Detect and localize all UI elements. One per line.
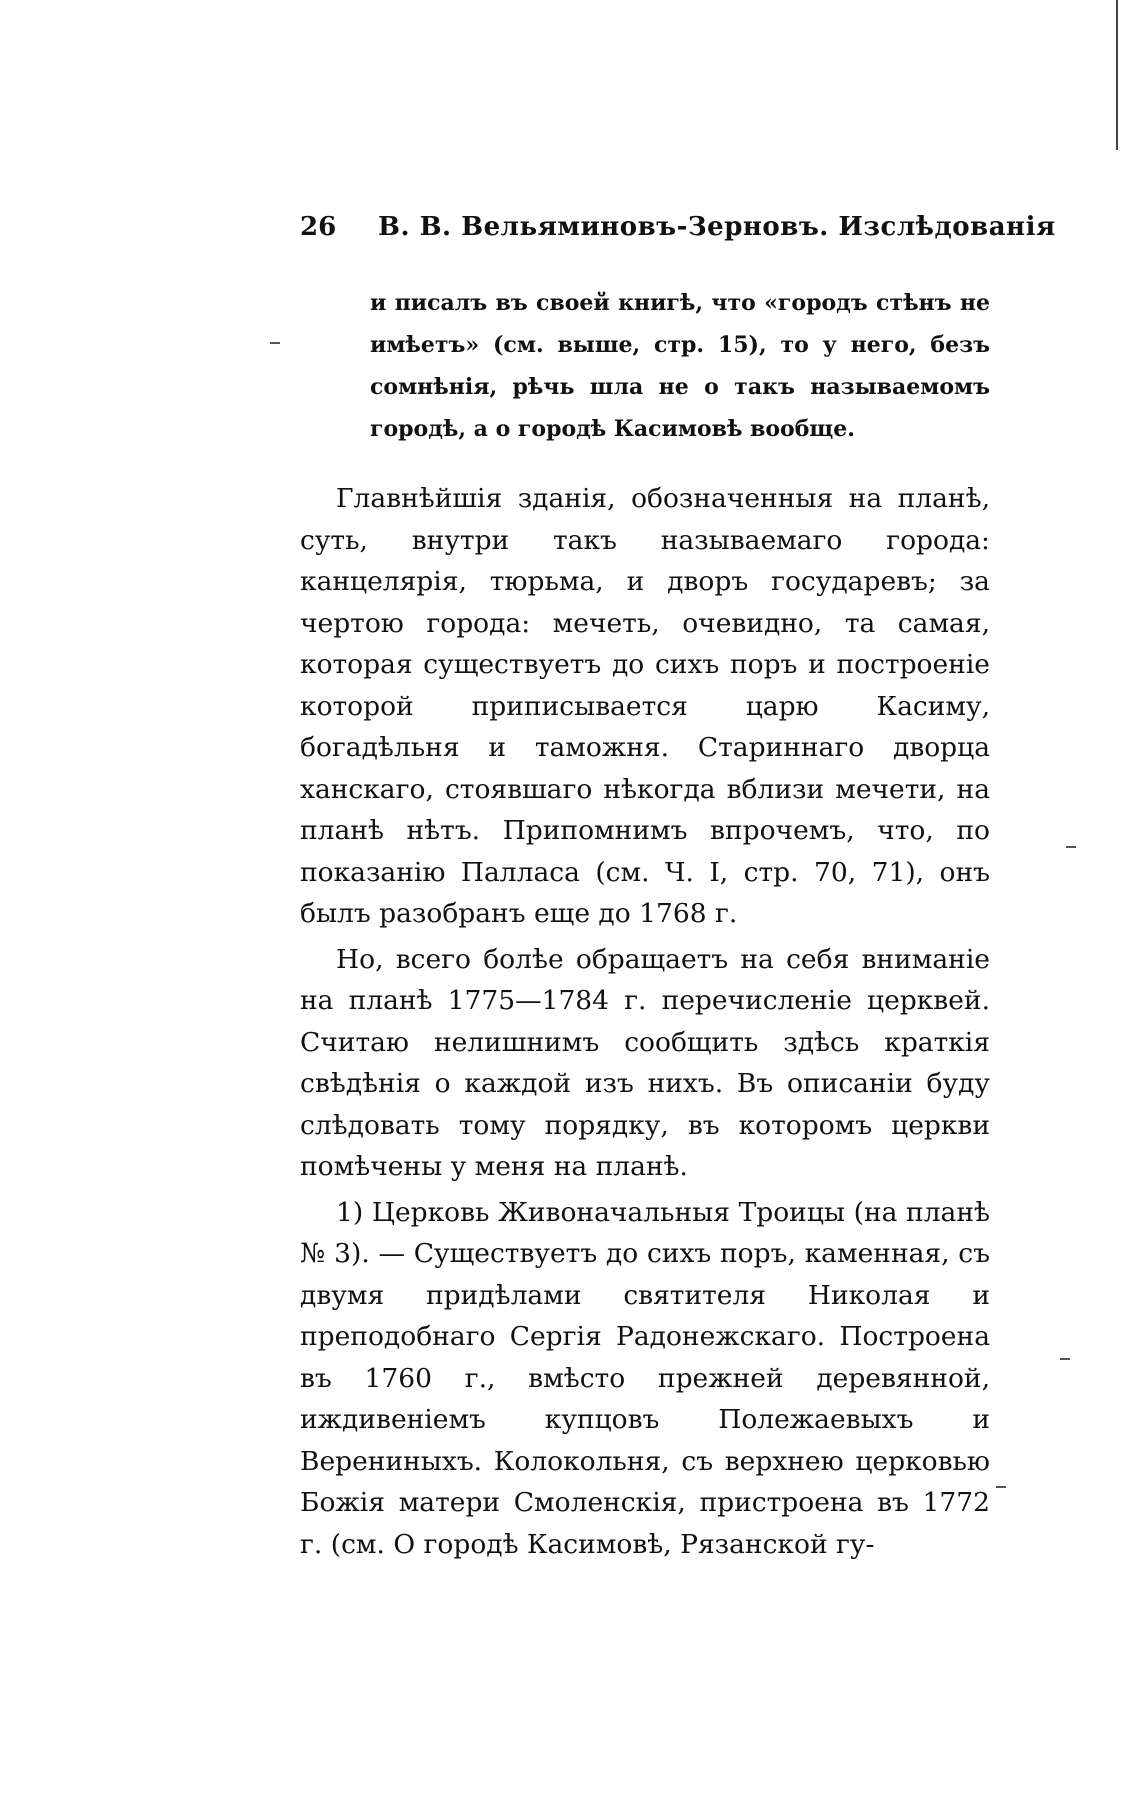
page-number: 26 <box>300 212 337 242</box>
main-text <box>300 478 990 1565</box>
page-header <box>300 212 1056 252</box>
quoted-footnote-block: и писалъ въ своей книгѣ, что «городъ стѣнъ не имѣетъ» (см. выше, стр. 15), то у него, безъ сомнѣнія, рѣчь шла не о такъ называемомъ городѣ, а о городѣ Касимовѣ вообще. <box>370 290 990 442</box>
paragraph-trinity-church: 1) Церковь Живоначальныя Троицы (на планѣ № 3). — Существуетъ до сихъ поръ, каменная, съ двумя придѣлами святителя Николая и преподобнаго Сергія Радонежскаго. Построена въ 1760 г., вмѣсто прежней деревянной, иждивеніемъ купцовъ Полежаевыхъ и Верениныхъ. Колокольня, съ верхнею церковью Божія матери Смоленскія, пристроена въ 1772 г. (см. О городѣ Касимовѣ, Рязанской гу- <box>300 1196 990 1560</box>
scan-speck <box>996 1486 1006 1488</box>
scan-speck <box>1066 846 1076 848</box>
paragraph-churches-intro: Но, всего болѣе обращаетъ на себя вниманіе на планѣ 1775—1784 г. перечисленіе церквей. Считаю нелишнимъ сообщить здѣсь краткія свѣдѣнія о каждой изъ нихъ. Въ описаніи буду слѣдовать тому порядку, въ которомъ церкви помѣчены у меня на планѣ. <box>300 943 990 1182</box>
running-title: В. В. Вельяминовъ-Зерновъ. Изслѣдованія <box>378 212 1056 242</box>
scan-speck <box>270 342 280 344</box>
scan-speck <box>1060 1358 1070 1360</box>
paragraph-buildings: Главнѣйшія зданія, обозначенныя на планѣ, суть, внутри такъ называемаго города: канцелярія, тюрьма, и дворъ государевъ; за чертою города: мечеть, очевидно, та самая, которая существуетъ до сихъ поръ и построеніе которой приписывается царю Касиму, богадѣльня и таможня. Стариннаго дворца ханскаго, стоявшаго нѣкогда вблизи мечети, на планѣ нѣтъ. Припомнимъ впрочемъ, что, по показанію Палласа (см. Ч. I, стр. 70, 71), онъ былъ разобранъ еще до 1768 г. <box>300 483 990 929</box>
page-edge-line <box>1116 0 1118 150</box>
